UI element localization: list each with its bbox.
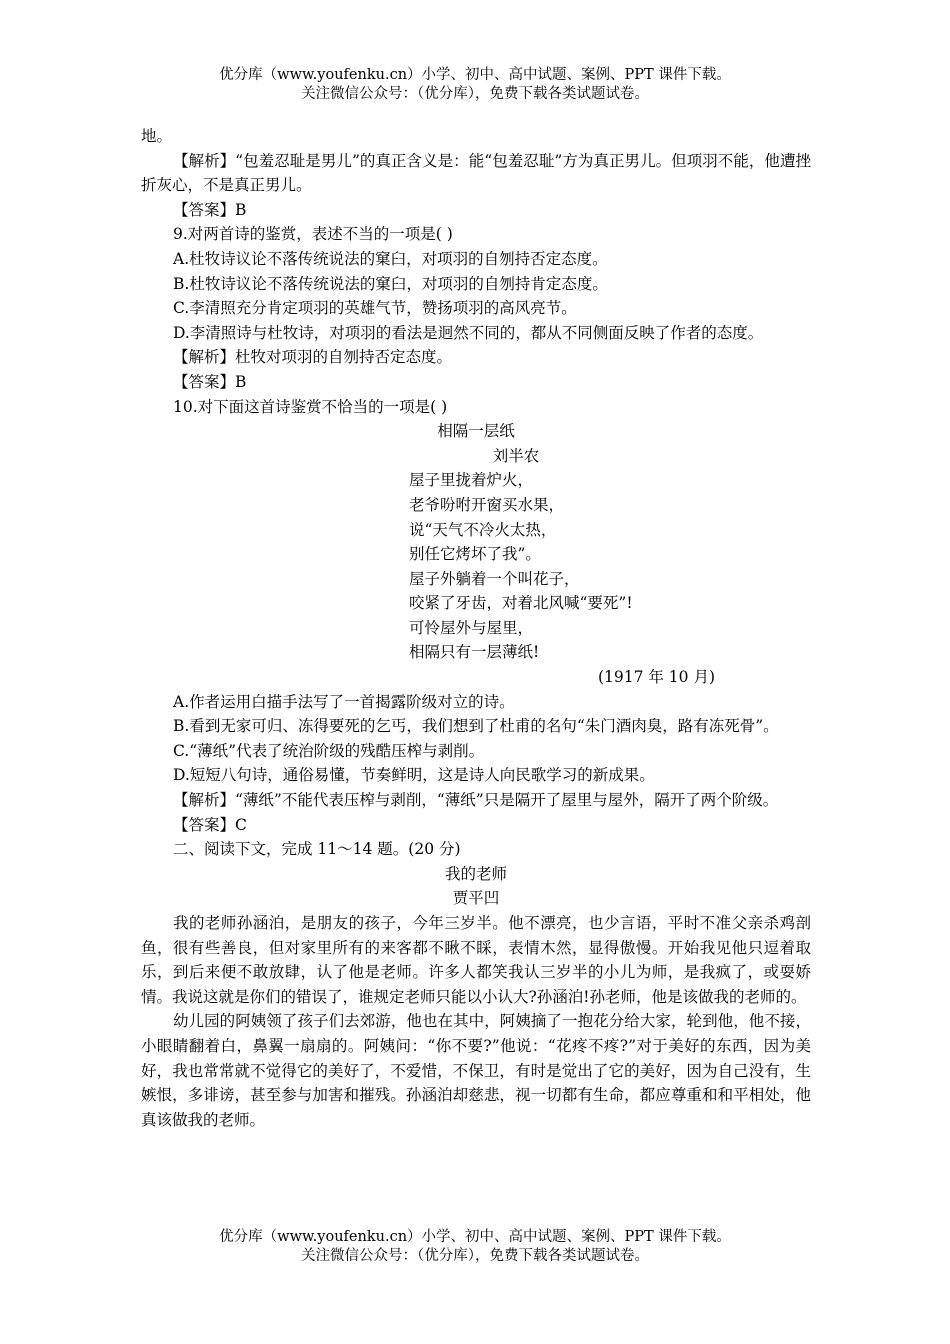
footer-line-2: 关注微信公众号：（优分库），免费下载各类试题试卷。: [301, 1248, 649, 1264]
poem-body: [141, 468, 811, 665]
main-content: [141, 124, 811, 1132]
page-header: [0, 66, 950, 104]
q9-option-c: C.李清照充分肯定项羽的英雄气节，赞扬项羽的高风亮节。: [173, 299, 577, 318]
q10-option-c: C.“薄纸”代表了统治阶级的残酷压榨与剥削。: [173, 741, 485, 760]
header-line-2: 关注微信公众号：（优分库），免费下载各类试题试卷。: [301, 86, 649, 102]
q9-option-a: A.杜牧诗议论不落传统说法的窠臼，对项羽的自刎持否定态度。: [173, 249, 608, 268]
q10-stem: 10.对下面这首诗鉴赏不恰当的一项是( ): [173, 397, 448, 416]
poem-line: 相隔只有一层薄纸!: [409, 643, 540, 662]
poem-line: 可怜屋外与屋里，: [409, 618, 534, 637]
essay-paragraph: 幼儿园的阿姨领了孩子们去郊游，他也在其中，阿姨摘了一抱花分给大家，轮到他，他不接，小眼睛翻着白，鼻翼一扇扇的。阿姨问：“你不要?”他说：“花疼不疼?”对于美好的东西，因为美好，我也常常就不觉得它的美好了，不爱惜，不保卫，有时是觉出了它的美好，因为自己没有，生嫉恨，多诽谤，甚至参与加害和摧残。孙涵泊却慈悲，视一切都有生命，都应尊重和和平相处，他真该做我的老师。: [141, 1012, 811, 1129]
poem-line: 说“天气不冷火太热，: [409, 520, 557, 539]
poem-line: 屋子外躺着一个叫花子，: [409, 569, 580, 588]
q9-option-d: D.李清照诗与杜牧诗，对项羽的看法是迥然不同的，都从不同侧面反映了作者的态度。: [173, 323, 764, 342]
q10-analysis: 【解析】“薄纸”不能代表压榨与剥削，“薄纸”只是隔开了屋里与屋外，隔开了两个阶级。: [173, 791, 779, 810]
essay-paragraph: 我的老师孙涵泊，是朋友的孩子，今年三岁半。他不漂亮，也少言语，平时不准父亲杀鸡剖鱼，很有些善良，但对家里所有的来客都不瞅不睬，表情木然，显得傲慢。开始我见他只逗着取乐，到后来便不敢放肆，认了他是老师。许多人都笑我认三岁半的小儿为师，是我疯了，或耍娇情。我说这就是你们的错误了，谁规定老师只能以小认大?孙涵泊!孙老师，他是该做我的老师的。: [141, 914, 811, 1006]
footer-line-1: 优分库（www.youfenku.cn）小学、初中、高中试题、案例、PPT 课件下载。: [219, 1229, 731, 1245]
q10-option-d: D.短短八句诗，通俗易懂，节奏鲜明，这是诗人向民歌学习的新成果。: [173, 766, 655, 785]
q9-analysis: 【解析】杜牧对项羽的自刎持否定态度。: [173, 348, 453, 367]
page-footer: [0, 1228, 950, 1266]
continued-text: 地。: [141, 127, 173, 145]
essay-title: 我的老师: [444, 864, 507, 883]
essay-author: 贾平凹: [452, 889, 500, 908]
q10-option-a: A.作者运用白描手法写了一首揭露阶级对立的诗。: [173, 692, 515, 711]
poem-line: 屋子里拢着炉火，: [409, 471, 534, 490]
poem-line: 别任它烤坏了我”。: [409, 545, 541, 564]
q9-answer: 【答案】B: [173, 372, 247, 391]
q10-option-b: B.看到无家可归、冻得要死的乞丐，我们想到了杜甫的名句“朱门酒肉臭，路有冻死骨”。: [173, 717, 779, 736]
q9-option-b: B.杜牧诗议论不落传统说法的窠臼，对项羽的自刎持肯定态度。: [173, 274, 608, 293]
poem-author: 刘半农: [492, 446, 540, 465]
poem-line: 老爷吩咐开窗买水果，: [409, 495, 565, 514]
poem-line: 咬紧了牙齿，对着北风喊“要死”!: [409, 594, 633, 613]
header-line-1: 优分库（www.youfenku.cn）小学、初中、高中试题、案例、PPT 课件下载。: [219, 67, 731, 83]
q10-answer: 【答案】C: [173, 815, 247, 834]
section-heading: 二、阅读下文，完成 11～14 题。(20 分): [173, 840, 461, 859]
q9-stem: 9.对两首诗的鉴赏，表述不当的一项是( ): [173, 225, 453, 244]
poem-date: (1917 年 10 月): [597, 668, 715, 687]
q8-analysis: 【解析】“包羞忍耻是男儿”的真正含义是：能“包羞忍耻”方为真正男儿。但项羽不能，他遭挫折灰心，不是真正男儿。: [141, 151, 811, 195]
q8-answer: 【答案】B: [173, 200, 247, 219]
poem-title: 相隔一层纸: [437, 422, 515, 441]
